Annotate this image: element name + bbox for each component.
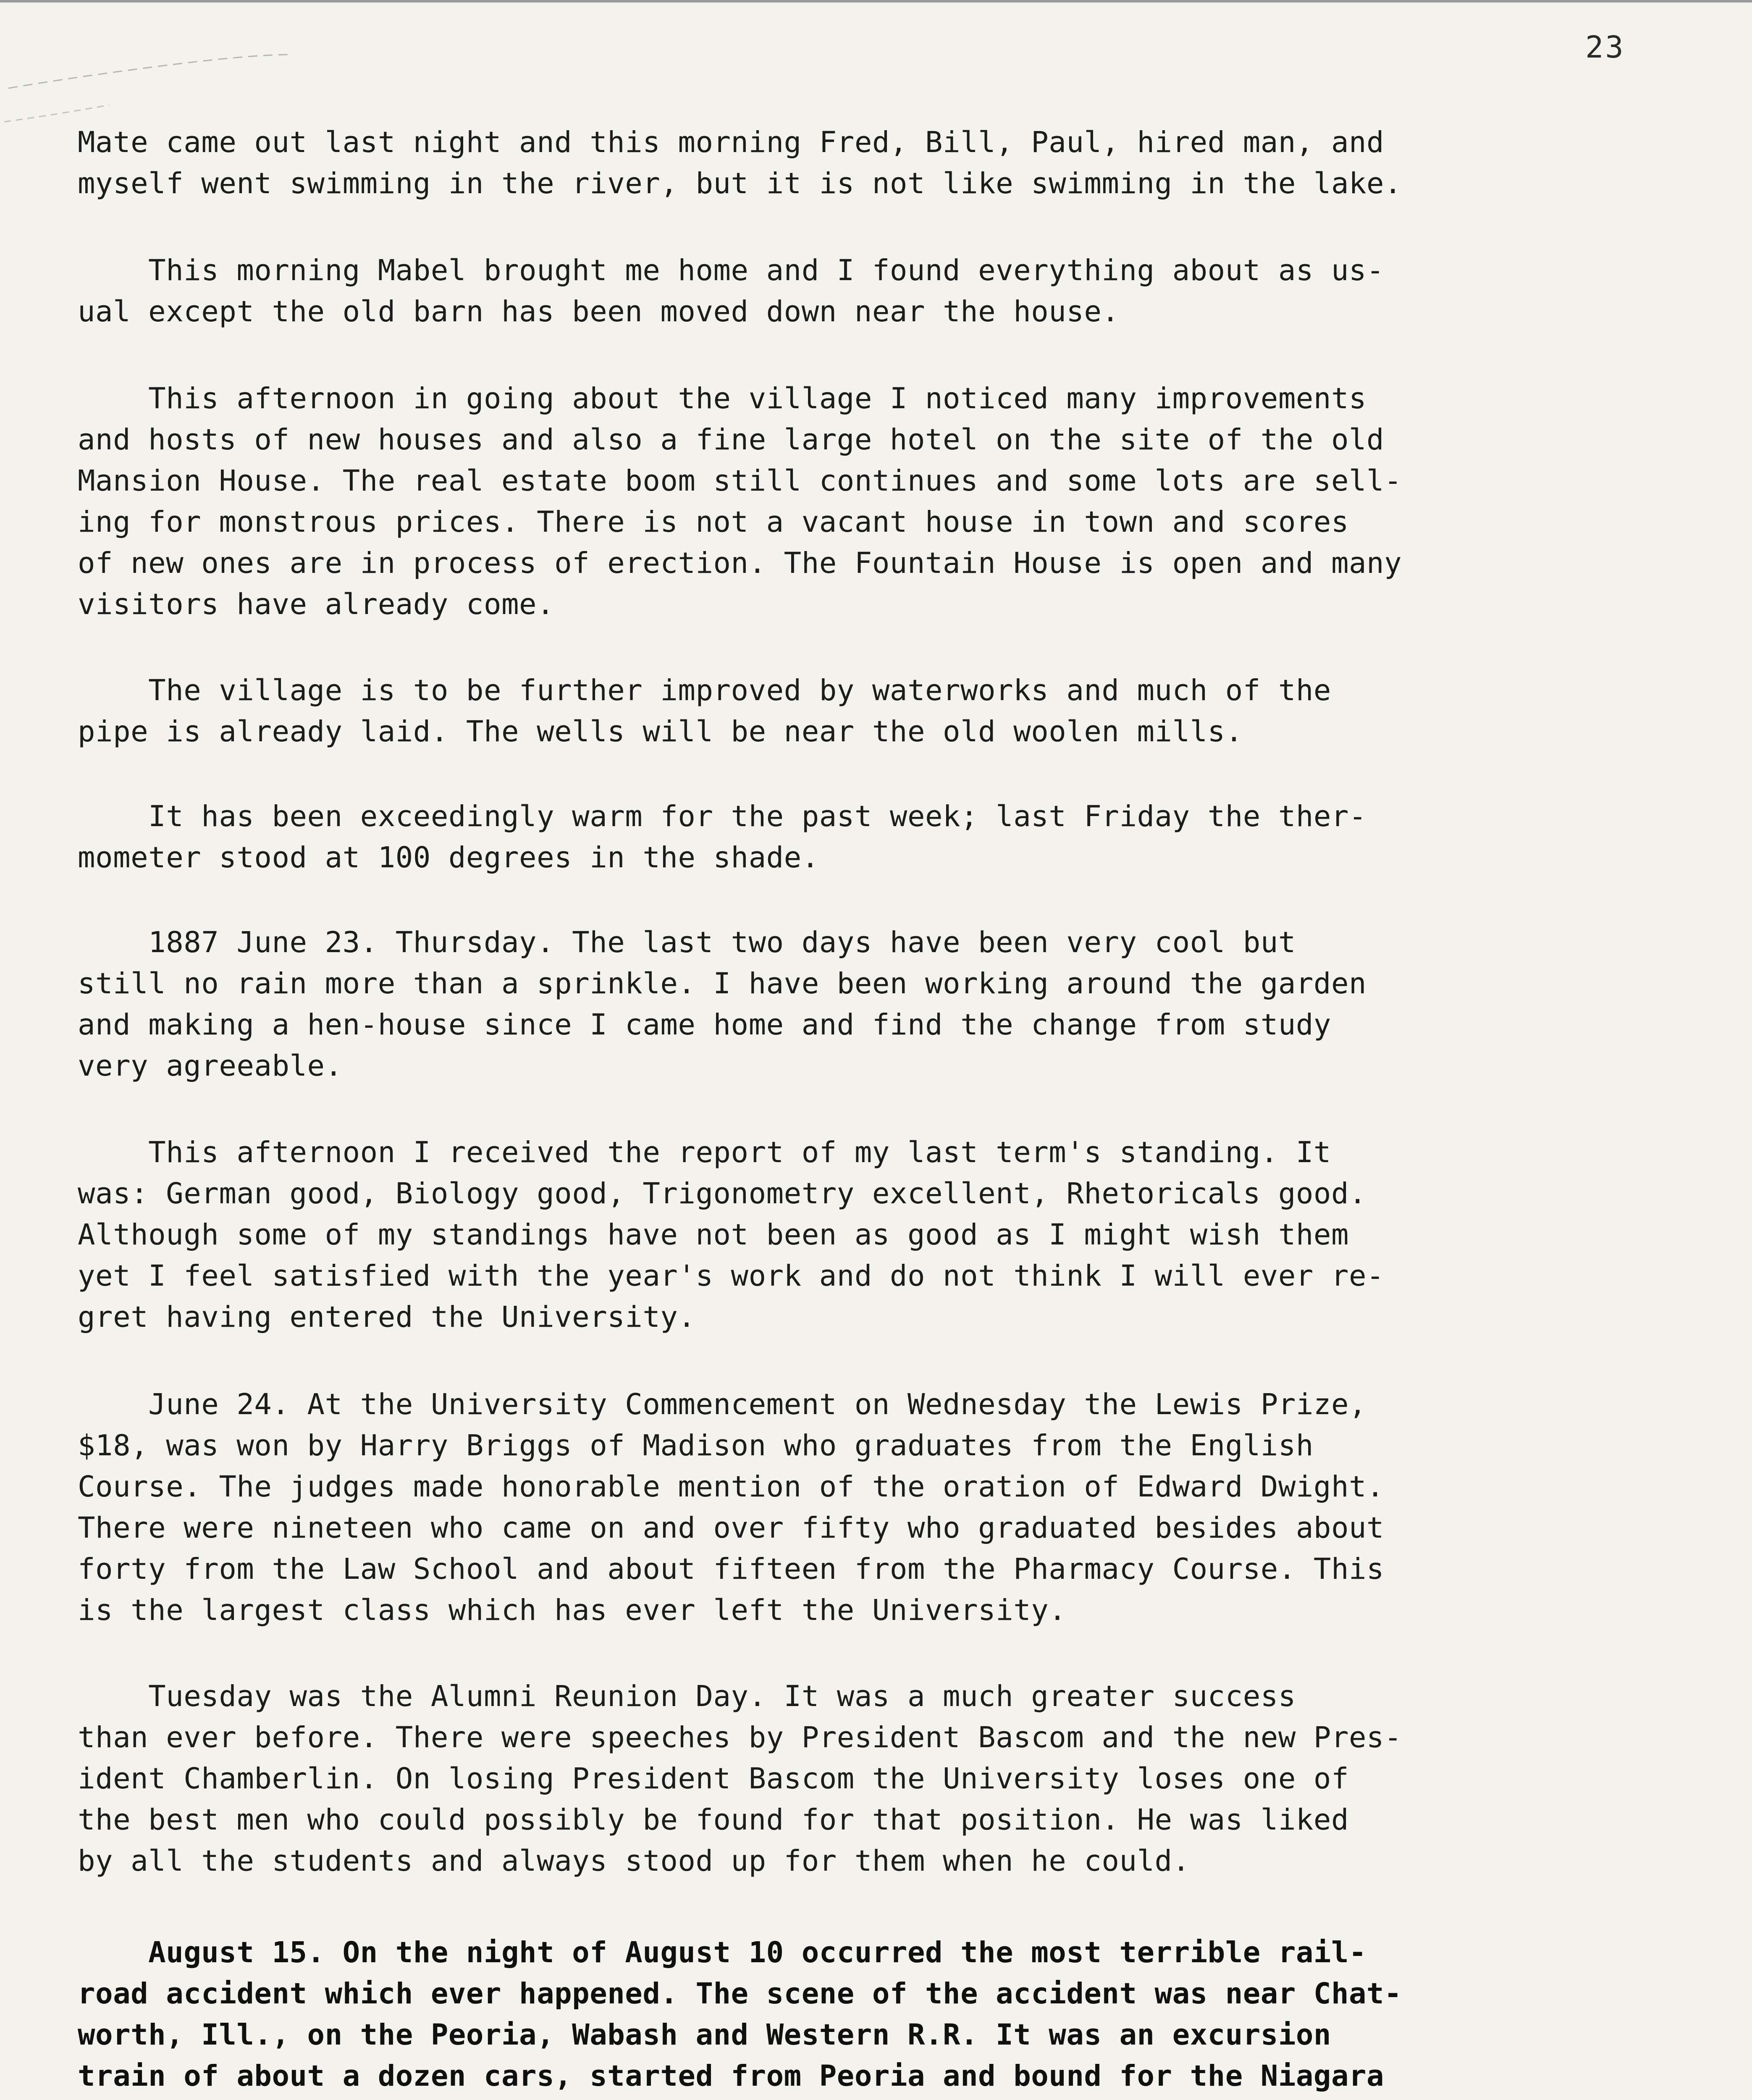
top-edge-rule	[0, 0, 1752, 3]
text-line: Mansion House. The real estate boom still continues and some lots are sell-	[78, 464, 1402, 498]
text-line: There were nineteen who came on and over fifty who graduated besides about	[78, 1511, 1385, 1545]
text-line: $18, was won by Harry Briggs of Madison who graduates from the English	[78, 1429, 1314, 1462]
paragraph-village	[78, 378, 1703, 625]
text-line: ing for monstrous prices. There is not a vacant house in town and scores	[78, 505, 1349, 539]
text-line: visitors have already come.	[78, 588, 555, 621]
text-line: The village is to be further improved by waterworks and much of the	[78, 674, 1331, 707]
text-line: than ever before. There were speeches by President Bascom and the new Pres-	[78, 1721, 1402, 1754]
paragraph-waterworks	[78, 670, 1703, 752]
text-line: pipe is already laid. The wells will be near the old woolen mills.	[78, 715, 1243, 748]
text-line: ident Chamberlin. On losing President Bascom the University loses one of	[78, 1762, 1349, 1796]
text-line: train of about a dozen cars, started from Peoria and bound for the Niagara	[78, 2059, 1385, 2093]
text-line: mometer stood at 100 degrees in the shade.	[78, 841, 819, 874]
text-line: of new ones are in process of erection. The Fountain House is open and many	[78, 546, 1402, 580]
paragraph-alumni	[78, 1676, 1703, 1882]
text-line: Mate came out last night and this morning Fred, Bill, Paul, hired man, and	[78, 126, 1385, 159]
text-line: Tuesday was the Alumni Reunion Day. It was a much greater success	[78, 1680, 1296, 1713]
text-line: ual except the old barn has been moved down near the house.	[78, 295, 1120, 328]
text-line: This morning Mabel brought me home and I found everything about as us-	[78, 254, 1385, 287]
text-line: Course. The judges made honorable mention of the oration of Edward Dwight.	[78, 1470, 1385, 1504]
text-line: and making a hen-house since I came home and find the change from study	[78, 1008, 1331, 1042]
paragraph-swimming	[78, 122, 1703, 204]
paragraph-weather	[78, 796, 1703, 878]
text-line: by all the students and always stood up for them when he could.	[78, 1844, 1190, 1878]
text-line: worth, Ill., on the Peoria, Wabash and Western R.R. It was an excursion	[78, 2018, 1331, 2052]
paragraph-standings	[78, 1132, 1703, 1338]
text-line: August 15. On the night of August 10 occurred the most terrible rail-	[78, 1936, 1367, 1969]
paragraph-june-23	[78, 922, 1703, 1087]
text-line: road accident which ever happened. The scene of the accident was near Chat-	[78, 1977, 1402, 2011]
text-line	[78, 2097, 1703, 2100]
text-line: This afternoon in going about the village I noticed many improvements	[78, 382, 1367, 415]
text-line: very agreeable.	[78, 1049, 343, 1083]
text-line: forty from the Law School and about fifteen from the Pharmacy Course. This	[78, 1552, 1385, 1586]
text-line: gret having entered the University.	[78, 1300, 696, 1334]
text-line: the best men who could possibly be found for that position. He was liked	[78, 1803, 1349, 1837]
text-line: and hosts of new houses and also a fine large hotel on the site of the old	[78, 423, 1385, 457]
paragraph-railroad-accident	[78, 1932, 1703, 2100]
page-number: 23	[1585, 29, 1625, 65]
text-line: yet I feel satisfied with the year's work and do not think I will ever re-	[78, 1259, 1385, 1293]
text-line: June 24. At the University Commencement on Wednesday the Lewis Prize,	[78, 1388, 1367, 1421]
text-line: myself went swimming in the river, but it is not like swimming in the lake.	[78, 167, 1402, 200]
text-line: still no rain more than a sprinkle. I have been working around the garden	[78, 967, 1367, 1000]
paragraph-home	[78, 250, 1703, 332]
text-line: This afternoon I received the report of my last term's standing. It	[78, 1136, 1331, 1169]
text-line: was: German good, Biology good, Trigonometry excellent, Rhetoricals good.	[78, 1177, 1367, 1210]
text-line: It has been exceedingly warm for the past week; last Friday the ther-	[78, 800, 1367, 833]
text-line: 1887 June 23. Thursday. The last two days have been very cool but	[78, 926, 1296, 959]
text-line: Although some of my standings have not been as good as I might wish them	[78, 1218, 1349, 1252]
text-line: is the largest class which has ever left the University.	[78, 1593, 1067, 1627]
paragraph-june-24	[78, 1384, 1703, 1631]
